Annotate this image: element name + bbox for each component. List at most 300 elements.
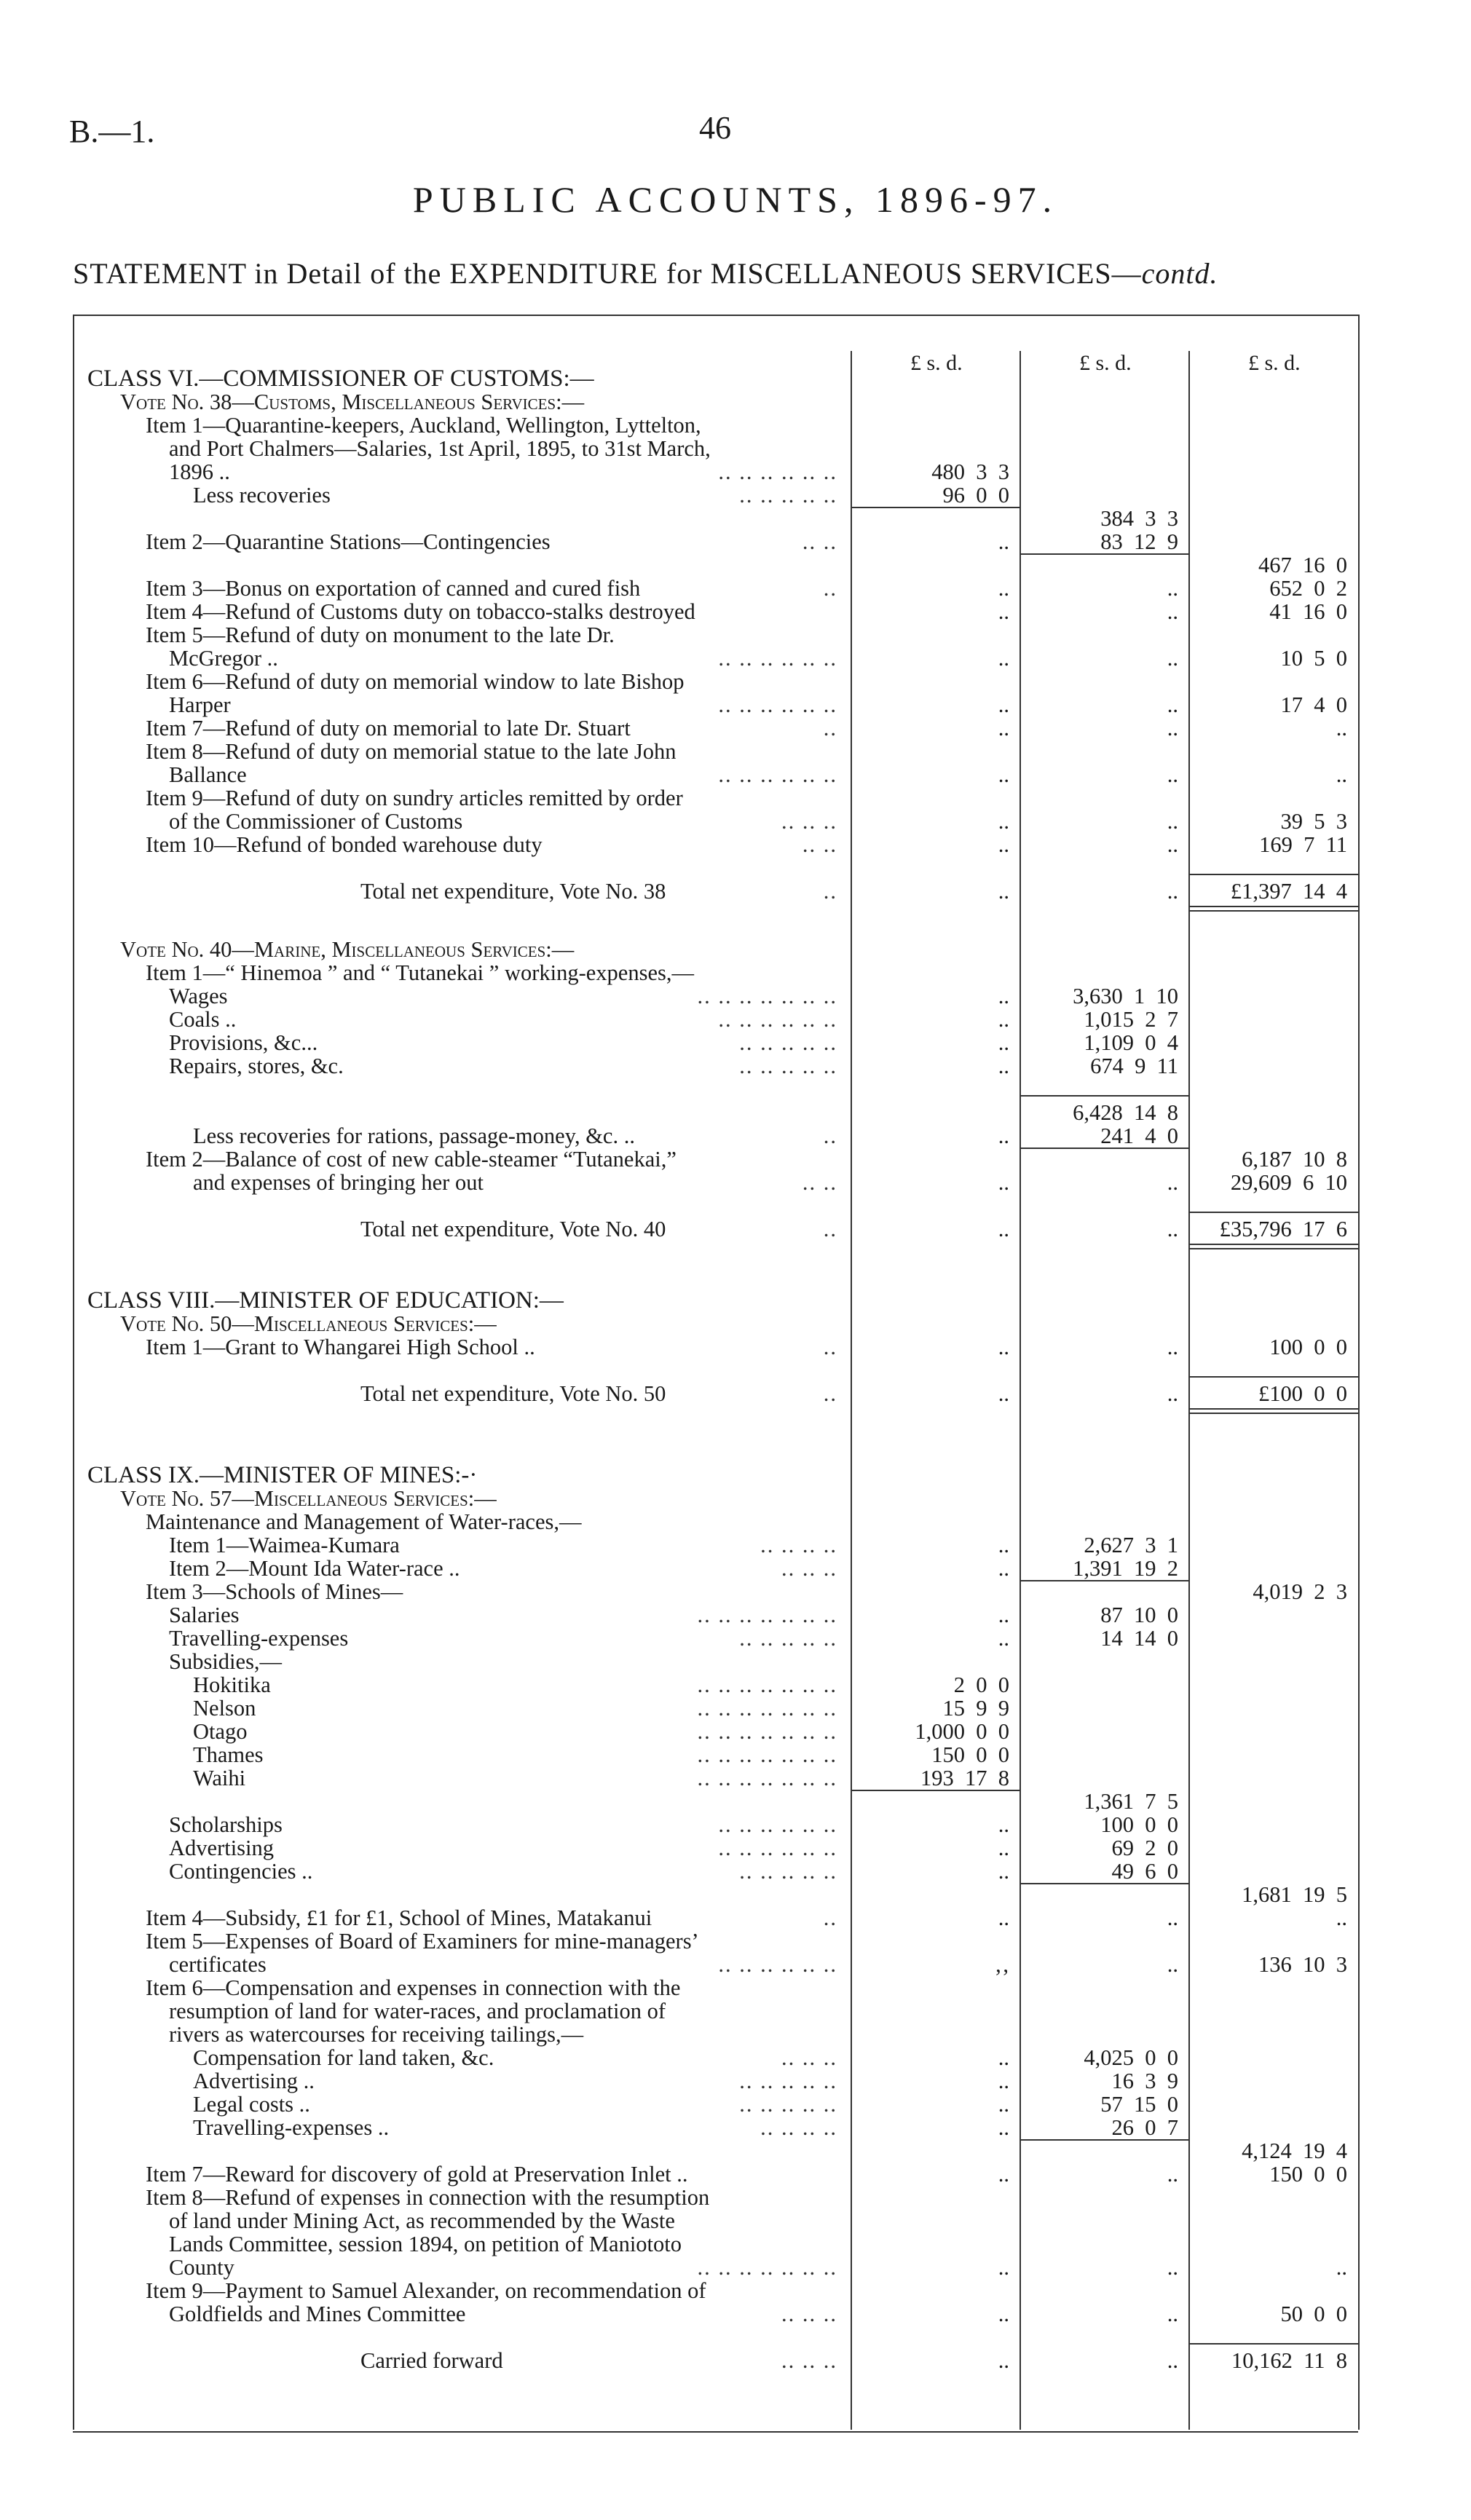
table-row xyxy=(0,1031,1471,1054)
amount-col3: .. xyxy=(1336,1905,1347,1930)
table-row xyxy=(0,507,1471,530)
row-description: Total net expenditure, Vote No. 50 xyxy=(360,1381,666,1406)
amount-col1: .. xyxy=(998,809,1009,834)
amount-col2: 4,025 0 0 xyxy=(1084,2045,1178,2070)
row-description: of land under Mining Act, as recommended by the Waste xyxy=(169,2208,675,2233)
amount-col2: 57 15 0 xyxy=(1100,2092,1178,2117)
amount-col1: .. xyxy=(998,576,1009,601)
row-description: Subsidies,— xyxy=(169,1649,283,1674)
table-row xyxy=(0,553,1471,577)
currency-header-col3: £ s. d. xyxy=(1248,351,1301,375)
amount-col1: .. xyxy=(998,529,1009,554)
row-leader-dots: .. .. xyxy=(802,832,837,857)
row-leader-dots: .. .. .. xyxy=(781,1556,837,1581)
row-description: Item 8—Refund of duty on memorial statue to the late John xyxy=(146,739,677,764)
amount-col1: .. xyxy=(998,762,1009,787)
table-row xyxy=(0,880,1471,903)
amount-col1: .. xyxy=(998,1217,1009,1241)
row-description: Less recoveries for rations, passage-money, &c. .. xyxy=(193,1123,635,1148)
amount-col2: 1,391 19 2 xyxy=(1073,1556,1178,1581)
amount-col1: .. xyxy=(998,2302,1009,2326)
row-description: Item 6—Refund of duty on memorial window to late Bishop xyxy=(146,669,685,694)
row-description: Waihi xyxy=(193,1766,246,1790)
table-row xyxy=(0,2046,1471,2069)
table-row xyxy=(0,938,1471,961)
table-row xyxy=(0,1766,1471,1790)
table-row xyxy=(0,1533,1471,1557)
row-description: CLASS VI.—COMMISSIONER OF CUSTOMS:— xyxy=(87,366,594,392)
row-leader-dots: .. .. xyxy=(802,529,837,554)
row-description: Coals .. xyxy=(169,1007,237,1032)
row-description: Maintenance and Management of Water-races,— xyxy=(146,1509,582,1534)
row-leader-dots: .. .. .. .. .. .. xyxy=(718,762,837,787)
row-leader-dots: .. .. .. xyxy=(781,2348,837,2373)
amount-col3: 136 10 3 xyxy=(1258,1952,1347,1977)
statement-heading xyxy=(73,256,1218,291)
amount-col2: .. xyxy=(1167,646,1178,671)
row-leader-dots: .. .. .. .. .. .. xyxy=(718,1007,837,1032)
table-row xyxy=(0,1743,1471,1766)
table-row xyxy=(0,2349,1471,2372)
amount-col1: 96 0 0 xyxy=(942,483,1009,507)
amount-col1: .. xyxy=(998,2115,1009,2140)
table-row xyxy=(0,1008,1471,1031)
amount-col1: .. xyxy=(998,2092,1009,2117)
row-description: Item 9—Refund of duty on sundry articles remitted by order xyxy=(146,786,683,810)
row-description: Scholarships xyxy=(169,1812,283,1837)
total-double-rule xyxy=(1188,906,1358,912)
amount-col2: 69 2 0 xyxy=(1111,1836,1178,1860)
amount-col1: .. xyxy=(998,1381,1009,1406)
table-row xyxy=(0,1464,1471,1487)
row-leader-dots: .. xyxy=(823,716,837,740)
amount-col3: 6,187 10 8 xyxy=(1242,1147,1347,1172)
row-description: and Port Chalmers—Salaries, 1st April, 1895, to 31st March, xyxy=(169,436,711,461)
table-row xyxy=(0,1697,1471,1720)
amount-col3: 10,162 11 8 xyxy=(1231,2348,1347,2373)
row-leader-dots: .. xyxy=(823,1381,837,1406)
amount-col1: .. xyxy=(998,1626,1009,1651)
table-row xyxy=(0,693,1471,716)
table-row xyxy=(0,390,1471,414)
row-description: Legal costs .. xyxy=(193,2092,310,2117)
table-row xyxy=(0,1101,1471,1124)
row-leader-dots: .. xyxy=(823,576,837,601)
row-leader-dots: .. .. .. .. .. .. xyxy=(718,459,837,484)
amount-col1: 480 3 3 xyxy=(931,459,1009,484)
table-row xyxy=(0,1906,1471,1930)
amount-col2: 14 14 0 xyxy=(1100,1626,1178,1651)
row-description: Item 6—Compensation and expenses in connection with the xyxy=(146,1975,681,2000)
page-title: PUBLIC ACCOUNTS, 1896-97. xyxy=(412,179,1059,220)
row-leader-dots: .. .. .. .. .. .. xyxy=(718,1952,837,1977)
amount-col1: .. xyxy=(998,716,1009,740)
row-description: Item 4—Subsidy, £1 for £1, School of Mines, Matakanui xyxy=(146,1905,652,1930)
table-row xyxy=(0,2186,1471,2209)
amount-col1: .. xyxy=(998,1007,1009,1032)
row-leader-dots: .. .. .. .. .. xyxy=(739,2069,837,2093)
row-description: Thames xyxy=(193,1742,264,1767)
table-row xyxy=(0,1171,1471,1194)
row-description: Total net expenditure, Vote No. 40 xyxy=(360,1217,666,1241)
amount-col3: .. xyxy=(1336,2255,1347,2280)
row-leader-dots: .. .. .. .. .. xyxy=(739,1626,837,1651)
amount-col3: 100 0 0 xyxy=(1269,1335,1347,1359)
table-row xyxy=(0,1953,1471,1976)
row-description: Item 2—Balance of cost of new cable-steamer “Tutanekai,” xyxy=(146,1147,677,1172)
table-row xyxy=(0,1836,1471,1860)
row-description: Item 2—Mount Ida Water-race .. xyxy=(169,1556,460,1581)
total-rule xyxy=(1188,2343,1358,2345)
total-rule xyxy=(1188,1212,1358,1213)
row-description: Compensation for land taken, &c. xyxy=(193,2045,494,2070)
amount-col1: .. xyxy=(998,1170,1009,1195)
row-leader-dots: .. xyxy=(823,1905,837,1930)
amount-col1: ‚‚ xyxy=(994,1952,1009,1977)
amount-col1: 15 9 9 xyxy=(942,1696,1009,1721)
row-description: Advertising xyxy=(169,1836,275,1860)
table-row xyxy=(0,1054,1471,1078)
amount-col3: 467 16 0 xyxy=(1258,553,1347,577)
table-row xyxy=(0,2023,1471,2046)
row-leader-dots: .. .. .. .. .. xyxy=(739,2092,837,2117)
row-description: Item 10—Refund of bonded warehouse duty xyxy=(146,832,543,857)
amount-col1: 150 0 0 xyxy=(931,1742,1009,1767)
row-leader-dots: .. .. .. .. .. .. .. xyxy=(697,1672,837,1697)
row-description: Nelson xyxy=(193,1696,256,1721)
row-description: Vote No. 40—Marine, Miscellaneous Services:— xyxy=(120,937,575,962)
row-leader-dots: .. .. .. .. .. .. .. xyxy=(697,1719,837,1744)
table-row xyxy=(0,2116,1471,2139)
amount-col3: £35,796 17 6 xyxy=(1219,1217,1347,1241)
table-row xyxy=(0,460,1471,483)
amount-col3: 4,019 2 3 xyxy=(1253,1579,1347,1604)
row-leader-dots: .. .. .. .. .. xyxy=(739,1030,837,1055)
currency-header-col1: £ s. d. xyxy=(910,351,963,375)
amount-col2: 674 9 11 xyxy=(1090,1054,1178,1078)
amount-col1: .. xyxy=(998,2045,1009,2070)
amount-col2: .. xyxy=(1167,879,1178,904)
amount-col2: 241 4 0 xyxy=(1100,1123,1178,1148)
amount-col3: 169 7 11 xyxy=(1259,832,1347,857)
row-description: McGregor .. xyxy=(169,646,278,671)
row-description: Item 1—Grant to Whangarei High School .. xyxy=(146,1335,535,1359)
row-description: Item 8—Refund of expenses in connection with the resumption xyxy=(146,2185,710,2210)
table-row xyxy=(0,1930,1471,1953)
row-description: Item 1—Quarantine-keepers, Auckland, Wellington, Lyttelton, xyxy=(146,413,701,438)
amount-col2: 1,109 0 4 xyxy=(1084,1030,1178,1055)
table-row xyxy=(0,2256,1471,2279)
amount-col2: 1,015 2 7 xyxy=(1084,1007,1178,1032)
row-leader-dots: .. .. .. .. .. .. xyxy=(718,1812,837,1837)
amount-col2: .. xyxy=(1167,809,1178,834)
amount-col3: .. xyxy=(1336,716,1347,740)
row-leader-dots: .. xyxy=(823,1123,837,1148)
table-row xyxy=(0,1580,1471,1603)
row-description: Vote No. 38—Customs, Miscellaneous Services:— xyxy=(120,390,585,414)
amount-col2: 83 12 9 xyxy=(1100,529,1178,554)
table-row xyxy=(0,1720,1471,1743)
amount-col2: 16 3 9 xyxy=(1111,2069,1178,2093)
amount-col1: .. xyxy=(998,1556,1009,1581)
subtotal-rule xyxy=(1020,1095,1188,1097)
amount-col1: .. xyxy=(998,2348,1009,2373)
row-description: Provisions, &c... xyxy=(169,1030,318,1055)
row-leader-dots: .. .. .. .. xyxy=(760,2115,837,2140)
row-description: Vote No. 57—Miscellaneous Services:— xyxy=(120,1486,497,1511)
row-description: resumption of land for water-races, and proclamation of xyxy=(169,1999,666,2023)
row-leader-dots: .. .. .. .. .. .. .. xyxy=(697,2255,837,2280)
row-leader-dots: .. .. .. .. .. .. .. xyxy=(697,984,837,1008)
amount-col1: 2 0 0 xyxy=(953,1672,1009,1697)
amount-col2: .. xyxy=(1167,599,1178,624)
table-row xyxy=(0,1813,1471,1836)
row-description: Item 1—“ Hinemoa ” and “ Tutanekai ” working-expenses,— xyxy=(146,960,694,985)
table-row xyxy=(0,2279,1471,2302)
table-row xyxy=(0,2162,1471,2186)
table-row xyxy=(0,1289,1471,1312)
row-description: Item 9—Payment to Samuel Alexander, on recommendation of xyxy=(146,2278,706,2303)
amount-col3: 1,681 19 5 xyxy=(1242,1882,1347,1907)
table-row xyxy=(0,670,1471,693)
row-leader-dots: .. xyxy=(823,879,837,904)
row-description: Harper xyxy=(169,692,231,717)
table-row xyxy=(0,984,1471,1008)
row-description: Ballance xyxy=(169,762,247,787)
amount-col2: .. xyxy=(1167,2162,1178,2187)
amount-col2: 6,428 14 8 xyxy=(1073,1100,1178,1125)
amount-col1: .. xyxy=(998,832,1009,857)
row-description: rivers as watercourses for receiving tailings,— xyxy=(169,2022,584,2047)
table-row xyxy=(0,1487,1471,1510)
row-leader-dots: .. .. .. xyxy=(781,2302,837,2326)
amount-col3: 39 5 3 xyxy=(1280,809,1347,834)
currency-header-col2: £ s. d. xyxy=(1079,351,1132,375)
row-description: Item 5—Refund of duty on monument to the late Dr. xyxy=(146,623,615,647)
row-leader-dots: .. .. .. .. .. .. .. xyxy=(697,1603,837,1627)
amount-col2: 384 3 3 xyxy=(1100,506,1178,531)
table-row xyxy=(0,1603,1471,1627)
amount-col3: 10 5 0 xyxy=(1280,646,1347,671)
statement-heading-main: STATEMENT in Detail of the EXPENDITURE for MISCELLANEOUS SERVICES— xyxy=(73,257,1142,290)
row-leader-dots: .. .. .. .. .. xyxy=(739,1054,837,1078)
amount-col2: .. xyxy=(1167,1905,1178,1930)
row-description: Advertising .. xyxy=(193,2069,315,2093)
amount-col2: 49 6 0 xyxy=(1111,1859,1178,1884)
row-leader-dots: .. xyxy=(823,1335,837,1359)
table-row xyxy=(0,1217,1471,1241)
table-row xyxy=(0,2302,1471,2326)
total-double-rule xyxy=(1188,1244,1358,1249)
row-leader-dots: .. .. .. .. .. xyxy=(739,483,837,507)
amount-col1: .. xyxy=(998,599,1009,624)
table-row xyxy=(0,1627,1471,1650)
row-description: and expenses of bringing her out xyxy=(193,1170,484,1195)
amount-col3: .. xyxy=(1336,762,1347,787)
table-row xyxy=(0,1312,1471,1335)
amount-col1: .. xyxy=(998,1905,1009,1930)
table-row xyxy=(0,1883,1471,1906)
amount-col2: .. xyxy=(1167,832,1178,857)
table-row xyxy=(0,716,1471,740)
table-row xyxy=(0,1860,1471,1883)
amount-col1: .. xyxy=(998,984,1009,1008)
amount-col1: .. xyxy=(998,1836,1009,1860)
row-description: certificates xyxy=(169,1952,267,1977)
amount-col3: 29,609 6 10 xyxy=(1230,1170,1347,1195)
table-row xyxy=(0,740,1471,763)
table-row xyxy=(0,577,1471,600)
amount-col2: 87 10 0 xyxy=(1100,1603,1178,1627)
amount-col1: .. xyxy=(998,1859,1009,1884)
table-row xyxy=(0,961,1471,984)
row-description: Item 3—Bonus on exportation of canned and cured fish xyxy=(146,576,641,601)
table-row xyxy=(0,1976,1471,1999)
amount-col1: .. xyxy=(998,692,1009,717)
row-leader-dots: .. .. .. xyxy=(781,2045,837,2070)
amount-col2: .. xyxy=(1167,762,1178,787)
row-description: Lands Committee, session 1894, on petition of Maniototo xyxy=(169,2232,682,2256)
row-description: Total net expenditure, Vote No. 38 xyxy=(360,879,666,904)
table-row xyxy=(0,1650,1471,1673)
table-row xyxy=(0,2139,1471,2162)
row-description: CLASS IX.—MINISTER OF MINES:-· xyxy=(87,1462,478,1488)
table-row xyxy=(0,833,1471,856)
table-row xyxy=(0,1335,1471,1359)
row-description: Carried forward xyxy=(360,2348,503,2373)
amount-col1: .. xyxy=(998,1603,1009,1627)
amount-col3: £100 0 0 xyxy=(1258,1381,1347,1406)
row-description: of the Commissioner of Customs xyxy=(169,809,463,834)
total-rule xyxy=(1188,874,1358,875)
amount-col2: 2,627 3 1 xyxy=(1084,1533,1178,1557)
amount-col2: .. xyxy=(1167,2302,1178,2326)
row-description: Contingencies .. xyxy=(169,1859,313,1884)
amount-col2: .. xyxy=(1167,1217,1178,1241)
row-description: Repairs, stores, &c. xyxy=(169,1054,344,1078)
amount-col3: £1,397 14 4 xyxy=(1230,879,1347,904)
row-leader-dots: .. .. .. .. .. .. xyxy=(718,646,837,671)
amount-col2: .. xyxy=(1167,716,1178,740)
row-description: Item 4—Refund of Customs duty on tobacco-stalks destroyed xyxy=(146,599,695,624)
row-leader-dots: .. .. .. .. .. .. xyxy=(718,692,837,717)
row-description: Item 1—Waimea-Kumara xyxy=(169,1533,400,1557)
row-description: Otago xyxy=(193,1719,248,1744)
amount-col1: .. xyxy=(998,1054,1009,1078)
amount-col2: .. xyxy=(1167,2348,1178,2373)
row-leader-dots: .. .. .. .. .. xyxy=(739,1859,837,1884)
table-row xyxy=(0,1557,1471,1580)
amount-col1: .. xyxy=(998,1812,1009,1837)
table-row xyxy=(0,1673,1471,1697)
row-description: Goldfields and Mines Committee xyxy=(169,2302,466,2326)
amount-col1: .. xyxy=(998,1533,1009,1557)
row-description: Salaries xyxy=(169,1603,240,1627)
amount-col2: .. xyxy=(1167,692,1178,717)
document-reference: B.—1. xyxy=(69,114,155,149)
amount-col2: .. xyxy=(1167,576,1178,601)
amount-col2: 100 0 0 xyxy=(1100,1812,1178,1837)
table-row xyxy=(0,530,1471,553)
total-rule xyxy=(1188,1376,1358,1378)
amount-col3: 150 0 0 xyxy=(1269,2162,1347,2187)
table-row xyxy=(0,1382,1471,1405)
row-description: Less recoveries xyxy=(193,483,331,507)
amount-col2: .. xyxy=(1167,1952,1178,1977)
table-row xyxy=(0,367,1471,390)
amount-col1: .. xyxy=(998,879,1009,904)
amount-col1: .. xyxy=(998,2069,1009,2093)
table-row xyxy=(0,1124,1471,1148)
amount-col2: .. xyxy=(1167,1335,1178,1359)
table-row xyxy=(0,483,1471,507)
table-row xyxy=(0,763,1471,786)
table-row xyxy=(0,437,1471,460)
row-description: Item 7—Reward for discovery of gold at Preservation Inlet .. xyxy=(146,2162,688,2187)
row-leader-dots: .. .. .. .. xyxy=(760,1533,837,1557)
table-row xyxy=(0,414,1471,437)
row-leader-dots: .. .. .. .. .. .. .. xyxy=(697,1766,837,1790)
row-leader-dots: .. .. .. xyxy=(781,809,837,834)
total-double-rule xyxy=(1188,1408,1358,1414)
row-leader-dots: .. .. .. .. .. .. .. xyxy=(697,1742,837,1767)
row-description: Item 3—Schools of Mines— xyxy=(146,1579,403,1604)
amount-col1: .. xyxy=(998,1123,1009,1148)
table-row xyxy=(0,2069,1471,2093)
amount-col3: 41 16 0 xyxy=(1269,599,1347,624)
table-row xyxy=(0,2093,1471,2116)
row-description: Travelling-expenses .. xyxy=(193,2115,390,2140)
table-row xyxy=(0,1790,1471,1813)
amount-col2: .. xyxy=(1167,1170,1178,1195)
row-description: 1896 .. xyxy=(169,459,230,484)
amount-col1: .. xyxy=(998,1030,1009,1055)
amount-col2: 1,361 7 5 xyxy=(1084,1789,1178,1814)
amount-col2: .. xyxy=(1167,1381,1178,1406)
table-row xyxy=(0,786,1471,810)
row-description: CLASS VIII.—MINISTER OF EDUCATION:— xyxy=(87,1287,564,1314)
amount-col3: 652 0 2 xyxy=(1269,576,1347,601)
statement-heading-contd: contd. xyxy=(1141,257,1218,290)
page-number: 46 xyxy=(699,110,731,146)
amount-col3: 17 4 0 xyxy=(1280,692,1347,717)
row-description: Hokitika xyxy=(193,1672,271,1697)
amount-col3: 50 0 0 xyxy=(1280,2302,1347,2326)
amount-col1: .. xyxy=(998,1335,1009,1359)
table-row xyxy=(0,1999,1471,2023)
table-row xyxy=(0,647,1471,670)
row-description: Item 2—Quarantine Stations—Contingencies xyxy=(146,529,551,554)
row-leader-dots: .. .. .. .. .. .. .. xyxy=(697,1696,837,1721)
table-row xyxy=(0,810,1471,833)
row-description: Vote No. 50—Miscellaneous Services:— xyxy=(120,1311,497,1336)
amount-col1: 193 17 8 xyxy=(920,1766,1009,1790)
table-row xyxy=(0,1510,1471,1533)
amount-col2: 3,630 1 10 xyxy=(1073,984,1178,1008)
row-leader-dots: .. .. xyxy=(802,1170,837,1195)
row-description: Wages xyxy=(169,984,228,1008)
amount-col2: .. xyxy=(1167,2255,1178,2280)
amount-col1: .. xyxy=(998,646,1009,671)
row-leader-dots: .. xyxy=(823,1217,837,1241)
amount-col1: .. xyxy=(998,2162,1009,2187)
row-description: Travelling-expenses xyxy=(169,1626,349,1651)
row-description: Item 7—Refund of duty on memorial to late Dr. Stuart xyxy=(146,716,631,740)
amount-col3: 4,124 19 4 xyxy=(1242,2138,1347,2163)
amount-col1: 1,000 0 0 xyxy=(915,1719,1009,1744)
table-row xyxy=(0,1148,1471,1171)
table-row xyxy=(0,600,1471,623)
